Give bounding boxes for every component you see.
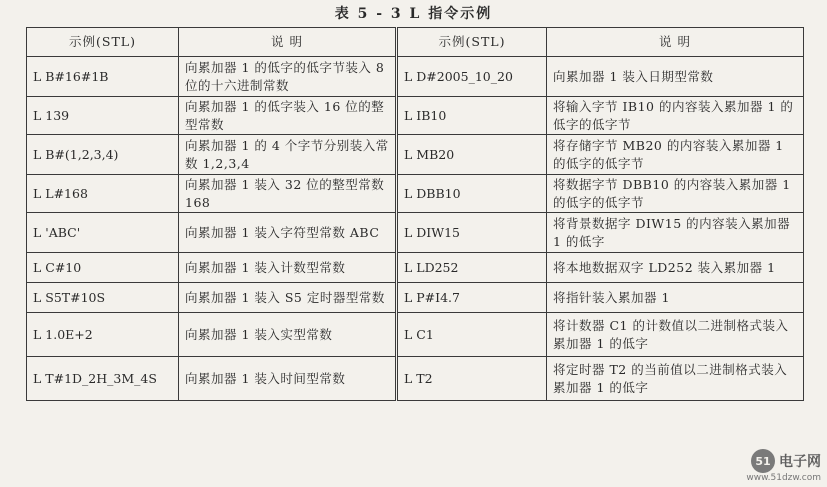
right-example-header: 示例(STL) — [397, 28, 547, 57]
right-example-cell: L LD252 — [397, 253, 547, 283]
left-example-cell: L 1.0E+2 — [27, 313, 179, 357]
right-description-cell: 将指针装入累加器 1 — [547, 283, 804, 313]
right-example-cell: L DIW15 — [397, 213, 547, 253]
left-description-cell: 向累加器 1 装入实型常数 — [179, 313, 397, 357]
left-example-cell: L 'ABC' — [27, 213, 179, 253]
left-description-cell: 向累加器 1 的低字装入 16 位的整型常数 — [179, 97, 397, 135]
table-row — [27, 313, 804, 357]
header-row — [27, 28, 804, 57]
left-description-cell: 向累加器 1 装入计数型常数 — [179, 253, 397, 283]
watermark-logo-mark: 51 — [751, 449, 775, 473]
right-example-cell: L T2 — [397, 357, 547, 401]
table-row — [27, 57, 804, 97]
table-row — [27, 283, 804, 313]
left-example-cell: L B#16#1B — [27, 57, 179, 97]
watermark-url: www.51dzw.com — [746, 473, 821, 483]
left-description-cell: 向累加器 1 装入 S5 定时器型常数 — [179, 283, 397, 313]
left-example-cell: L L#168 — [27, 175, 179, 213]
right-description-cell: 将计数器 C1 的计数值以二进制格式装入累加器 1 的低字 — [547, 313, 804, 357]
right-description-cell: 将输入字节 IB10 的内容装入累加器 1 的低字的低字节 — [547, 97, 804, 135]
table-caption: 表 5 - 3 L 指令示例 — [334, 6, 493, 22]
watermark-site-name: 电子网 — [779, 454, 821, 470]
watermark-logo — [751, 449, 821, 473]
right-description-cell: 将数据字节 DBB10 的内容装入累加器 1 的低字的低字节 — [547, 175, 804, 213]
left-description-cell: 向累加器 1 装入字符型常数 ABC — [179, 213, 397, 253]
left-example-cell: L 139 — [27, 97, 179, 135]
table-row — [27, 97, 804, 135]
table-row — [27, 175, 804, 213]
table-row — [27, 253, 804, 283]
left-example-cell: L T#1D_2H_3M_4S — [27, 357, 179, 401]
left-description-cell: 向累加器 1 装入 32 位的整型常数 168 — [179, 175, 397, 213]
right-description-cell: 将存储字节 MB20 的内容装入累加器 1 的低字的低字节 — [547, 135, 804, 175]
right-example-cell: L DBB10 — [397, 175, 547, 213]
right-example-cell: L C1 — [397, 313, 547, 357]
right-description-cell: 将本地数据双字 LD252 装入累加器 1 — [547, 253, 804, 283]
right-example-cell: L MB20 — [397, 135, 547, 175]
right-description-cell: 向累加器 1 装入日期型常数 — [547, 57, 804, 97]
right-example-cell: L P#I4.7 — [397, 283, 547, 313]
table-row — [27, 357, 804, 401]
site-watermark — [746, 449, 821, 483]
left-example-cell: L C#10 — [27, 253, 179, 283]
left-example-cell: L B#(1,2,3,4) — [27, 135, 179, 175]
right-example-cell: L D#2005_10_20 — [397, 57, 547, 97]
left-description-cell: 向累加器 1 的 4 个字节分别装入常数 1,2,3,4 — [179, 135, 397, 175]
right-description-cell: 将背景数据字 DIW15 的内容装入累加器 1 的低字 — [547, 213, 804, 253]
right-description-header: 说 明 — [547, 28, 804, 57]
l-instruction-table — [26, 27, 804, 401]
left-description-cell: 向累加器 1 的低字的低字节装入 8 位的十六进制常数 — [179, 57, 397, 97]
left-example-cell: L S5T#10S — [27, 283, 179, 313]
right-example-cell: L IB10 — [397, 97, 547, 135]
table-row — [27, 213, 804, 253]
left-example-header: 示例(STL) — [27, 28, 179, 57]
left-description-header: 说 明 — [179, 28, 397, 57]
table-row — [27, 135, 804, 175]
right-description-cell: 将定时器 T2 的当前值以二进制格式装入累加器 1 的低字 — [547, 357, 804, 401]
left-description-cell: 向累加器 1 装入时间型常数 — [179, 357, 397, 401]
